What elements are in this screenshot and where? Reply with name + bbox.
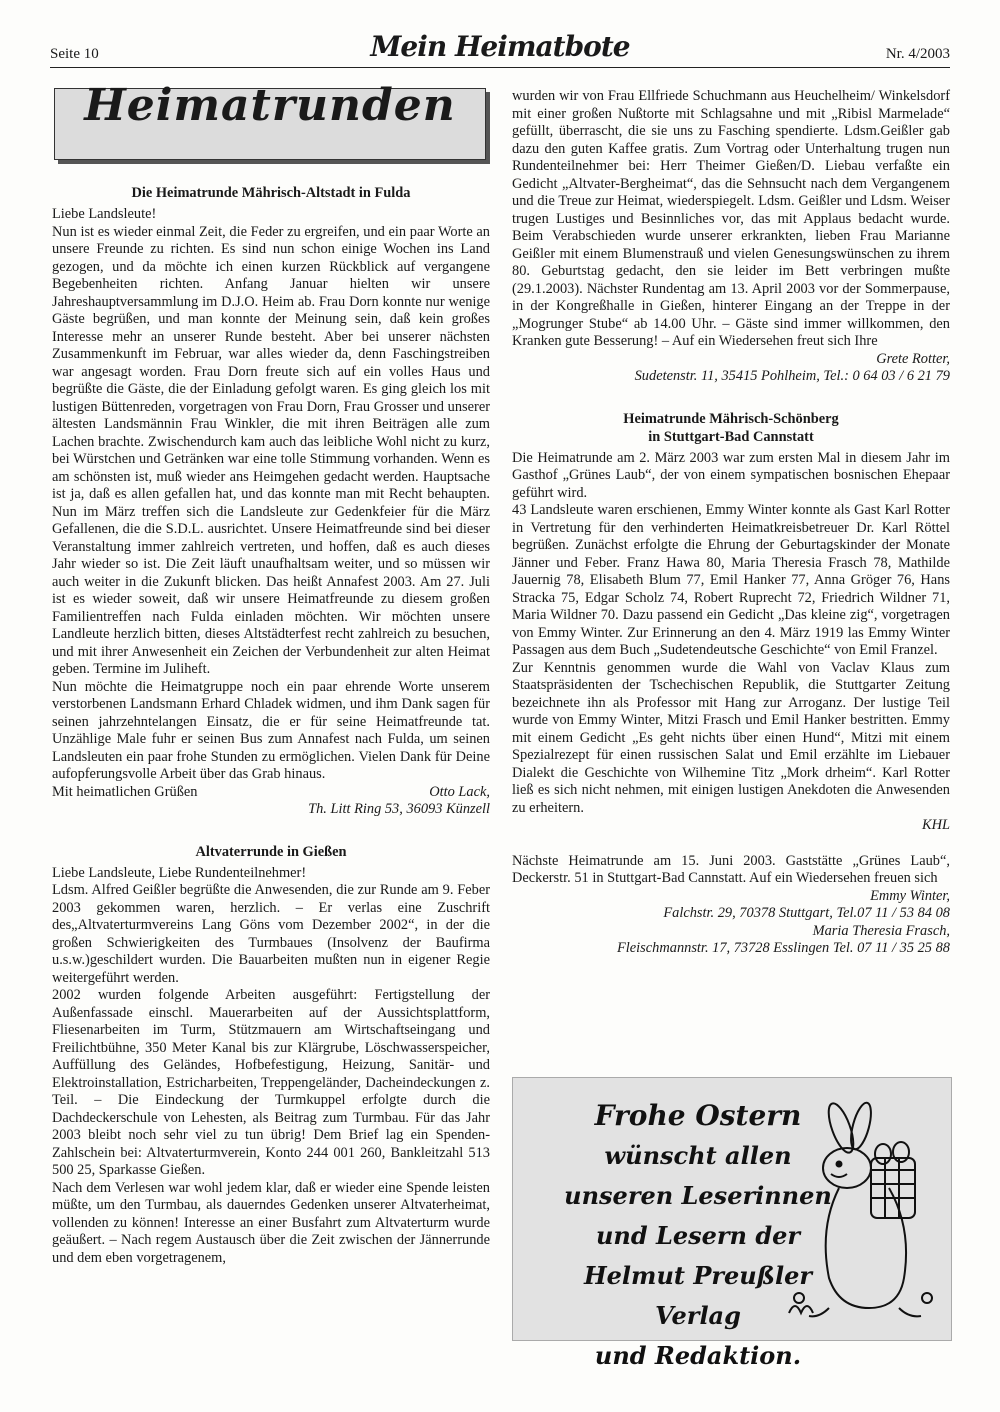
- article-title: Altvaterrunde in Gießen: [195, 843, 347, 860]
- signature-row: [52, 784, 490, 802]
- paragraph: Die Heimatrunde am 2. März 2003 war zum ersten Mal in diesem Jahr im Gasthof „Grünes Laub“, der von einem sympatischen bosnischen Ehepaar geführt wird.: [512, 449, 950, 501]
- greeting-line: wünscht allen: [604, 1141, 792, 1170]
- section-banner: [54, 80, 486, 160]
- paragraph: Ldsm. Alfred Geißler begrüßte die Anwesenden, die zur Runde am 9. Feber 2003 gekommen waren, herzlich. – Er verlas eine Zuschrift des„Altvaterturmvereins Lang Göns vom Dezember 2002“, in der die großen Schwierigkeiten des Turmbaues (Insolvenz der Baufirma u.s.w.)geschildert wurden. Die Bauarbeiten mußten nun in eigener Regie weitergeführt werden.: [52, 882, 490, 986]
- signer-address: Falchstr. 29, 70378 Stuttgart, Tel.07 11 / 53 84 08: [663, 905, 950, 921]
- header-rule: [50, 67, 950, 68]
- greeting-line: und Redaktion.: [594, 1341, 802, 1370]
- greeting-line: und Lesern der: [595, 1221, 801, 1250]
- right-column: [512, 88, 950, 958]
- signer-address: Sudetenstr. 11, 35415 Pohlheim, Tel.: 0 64 03 / 6 21 79: [634, 368, 950, 384]
- signer-address: Fleischmannstr. 17, 73728 Esslingen Tel. 07 11 / 35 25 88: [617, 940, 950, 956]
- article-title-line: Heimatrunde Mährisch-Schönberg: [623, 410, 839, 427]
- article-title: [512, 410, 950, 446]
- article-title-line: in Stuttgart-Bad Cannstatt: [648, 428, 814, 445]
- paragraph: Nächste Heimatrunde am 15. Juni 2003. Gaststätte „Grünes Laub“, Deckerstr. 51 in Stuttgart-Bad Cannstatt. Auf ein Wiedersehen freuen sich: [512, 852, 950, 886]
- signer: Otto Lack,: [429, 783, 490, 800]
- signer-address: Th. Litt Ring 53, 36093 Künzell: [308, 801, 490, 817]
- left-column: [52, 80, 490, 1267]
- paragraph: wurden wir von Frau Ellfriede Schuchmann aus Heuchelheim/ Winkelsdorf mit einer großen Nußtorte mit Schlagsahne und mit „Ribisl Marmelade“ gefüllt, überrascht, die sie uns zu Fasching spendierte. Ldsm.Geißler gab dazu den guten Kaffee gratis. Zum Vortrag oder Unterhaltung trugen nun Rundenteilnehmer bei: Herr Theimer Gießen/D. Liebau verfaßte ein Gedicht „Altvater-Bergheimat“, das die Sehnsucht nach dem Vergangenem und die Treue zur Heimat, wiederspiegelt. Ldsm. Geißler und Ldsm. Weiser trugen Lustiges und Besinnliches vor, das mit Applaus bedacht wurde. Beim Verabschieden wurde unserer erkrankten, lieben Frau Marianne Geißler mit einem Blumenstrauß und vielen Genesungswünschen zu ihrem 80. Geburtstag gedacht, den sie leider im Bett verbringen mußte (29.1.2003). Nächster Rundentag am 13. April 2003 vor der Sommerpause, in der Kongreßhalle in Gießen, hinterer Eingang an der Treppe in der „Mogrunger Stube“ ab 14.00 Uhr. – Gäste sind immer willkommen, den Kranken gute Besserung! – Auf ein Wiedersehen freut sich Ihre: [512, 88, 950, 349]
- paragraph: 43 Landsleute waren erschienen, Emmy Winter konnte als Gast Karl Rotter in Vertretung für den verhinderten Heimatkreisbetreuer Dr. Karl Röttel begrüßen. Zunächst erfolgte die Ehrung der Geburtagskinder der Monate Jänner und Feber. Franz Hawa 80, Maria Theresia Frasch 78, Mathilde Jauernig 78, Elisabeth Blum 77, Emil Hanker 77, Anna Gröger 76, Hans Stracka 75, Edgar Scholz 74, Robert Ruprecht 72, Friedrich Wildner 71, Maria Wildner 70. Dazu passend ein Gedicht „Das kleine zig“, vorgetragen von Emmy Winter. Zur Erinnerung an den 4. März 1919 las Emmy Winter Passagen aus dem Buch „Sudetendeutsche Geschichte“ von Emil Franzel.: [512, 502, 950, 658]
- greeting-line: Helmut Preußler Verlag: [583, 1261, 813, 1330]
- initials: KHL: [922, 817, 950, 833]
- article-title: Die Heimatrunde Mährisch-Altstadt in Fulda: [131, 185, 411, 201]
- issue-number: Nr. 4/2003: [885, 46, 950, 62]
- paragraph: Liebe Landsleute!: [52, 206, 157, 222]
- paragraph: 2002 wurden folgende Arbeiten ausgeführt: Fertigstellung der Außenfassade einschl. Mauerarbeiten auf der Aussichtsplattform, Fliesenarbeiten im Turm, Stützmauern am Wirtschaftseingang und Freilichtbühne, 350 Meter Kanal bis zur Klärgrube, Löschwasserspeicher, Auffüllung des Geländes, Hofbefestigung, Heizung, Sanitär- und Elektroinstallation, Estricharbeiten, Treppengeländer, Dacheindeckungen z. Teil. – Die Eindeckung der Turmkuppel erfolgte durch die Dachdeckerschule von Lehesten, als Beitrag zum Turmbau. Für das Jahr 2003 bleibt noch sehr viel zu tun übrig! Dem Brief lag ein Spenden-Zahlschein bei: Altvaterturmverein, Konto 244 001 260, Bankleitzahl 513 500 25, Sparkasse Gießen.: [52, 987, 490, 1178]
- paragraph: Liebe Landsleute, Liebe Rundenteilnehmer!: [52, 864, 307, 881]
- greeting-line: unseren Leserinnen: [564, 1181, 832, 1210]
- signer: Maria Theresia Frasch,: [812, 922, 950, 939]
- paragraph: Nun möchte die Heimatgruppe noch ein paar ehrende Worte unserem verstorbenen Landsmann Erhard Chladek widmen, und ihm Dank sagen für seinen jahrzehntelangen Einsatz, die er für seine Heimatfreunde tat. Unzählige Male fuhr er seinen Bus zum Annafest nach Fulda, um seinen Landsleuten ein paar frohe Stunden zu ermöglichen. Vielen Dank für Deine aufopferungsvolle Arbeit über das Grab hinaus.: [52, 678, 490, 782]
- page-header: [50, 28, 950, 68]
- easter-bunny-icon: [779, 1098, 939, 1328]
- greeting-line: Frohe Ostern: [594, 1099, 802, 1132]
- signer: Emmy Winter,: [870, 887, 950, 904]
- paragraph: Nach dem Verlesen war wohl jedem klar, daß er wieder eine Spende leisten müßte, um den Turmbau, als dauerndes Gedenken unserer Altvaterheimat, vollenden zu können! Interesse an einer Busfahrt zum Altvaterturm wurde geäußert. – Nach regem Austausch über die Zeit zwischen der Jännerrunde und dem eben vorgetragenem,: [52, 1179, 490, 1266]
- page-number: Seite 10: [50, 46, 99, 62]
- paragraph: Nun ist es wieder einmal Zeit, die Feder zu ergreifen, und ein paar Worte an unsere Freunde zu richten. Es sind nun schon einige Wochen ins Land gezogen, und da möchte ich einen kurzen Rückblick auf vergangene Begebenheiten richten. Anfang Januar hielten wir unsere Jahreshauptversammlung im D.J.O. Heim ab. Frau Dorn konnte nur wenige Gäste begrüßen, und man konnte der Meinung sein, daß kein großes Interesse mehr an unserer Runde besteht. Aber bei unserer nächsten Zusammenkunft im Februar, war alles wieder da, denn Faschingstreiben war angesagt worden. Frau Dorn freute sich auf ein volles Haus und begrüßte die Gäste, die der Einladung gefolgt waren. Es ging gleich los mit lustigen Büttenreden, vorgetragen von Frau Dorn, Frau Grosser und unserer ältesten Landsmännin Frau Winkler, die mit ihren Beiträgen alle zum Lachen brachte. Zwischendurch kam auch das leibliche Wohl nicht zu kurz, bei Würstchen und Getränken war eine tolle Stimmung vorhanden. Wenn es am schönsten ist, muß wieder ans Heimgehen gedacht werden. Hauptsache ist ja, daß es allen gefallen hat, und das konnte man mit Recht behaupten. Nun im März treffen sich die Landsleute zur Gedenkfeier für die März Gefallenen, die die S.D.L. ausrichtet. Unsere Heimatfreunde sind bei dieser Veranstaltung immer zahlreich vertreten, und hoffen, daß es auch dieses Jahr wieder so ist. Die Zeit läuft unaufhaltsam weiter, und so müssen wir auch weiter in die Zukunft blicken. Das heißt Annafest 2003. Am 27. Juli ist es wieder soweit, daß wir unsere Heimatfreunde zu diesem großen Familientreffen nach Fulda einladen möchten. Wir möchten unsere Landleute herzlich bitten, dieses Altstädterfest recht zahlreich zu besuchen, und mit ihrer Anwesenheit ein Zeichen der Verbundenheit zur alten Heimat geben. Termine im Juliheft.: [52, 223, 490, 677]
- publication-logo: Mein Heimatbote: [370, 30, 630, 63]
- paragraph: Zur Kenntnis genommen wurde die Wahl von Vaclav Klaus zum Staatspräsidenten der Tschechischen Republik, die Stuttgarter Zeitung bezeichnete ihn als Professor mit Hang zur Arroganz. Der lustige Teil wurde von Emmy Winter, Mitzi Frasch und Emil Hanker bestritten. Emmy mit einem Gedicht „Es geht nichts über einen Hund“, Mitzi mit einem Spezialrezept für einen russischen Salat und Emil erzählte im Liebauer Dialekt die Geschichte von Wilhemine Titz „Mork drheim“. Karl Rotter ließ es sich nicht nehmen, mit einigen lustigen Anekdoten die Anwesenden zu erheitern.: [512, 659, 950, 816]
- easter-greeting-box: [512, 1077, 952, 1370]
- section-title: Heimatrunden: [84, 80, 456, 131]
- signer: Grete Rotter,: [876, 350, 950, 367]
- closing: Mit heimatlichen Grüßen: [52, 783, 198, 800]
